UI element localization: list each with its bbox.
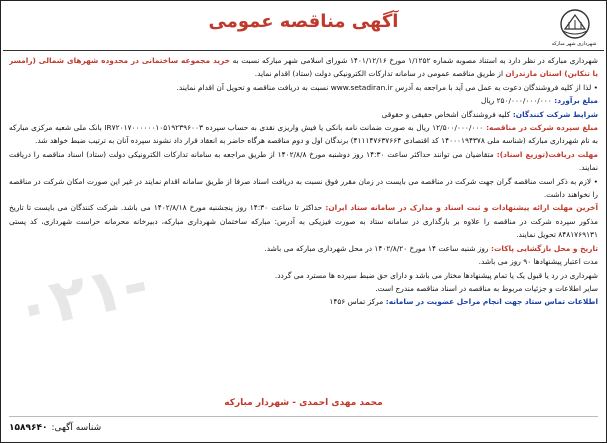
notice-heading-text: مبلغ سپرده شرکت در مناقصه: [483,123,598,133]
notice-heading-text: خرید مجموعه ساختمانی در محدوده شهرهای شمالی (رامسر یا تنکابن) استان مازندران [9,56,598,79]
notice-paragraph [9,255,598,268]
notice-heading-text: آخرین مهلت ارائه پیشنهادات و ثبت اسناد و مدارک در سامانه ستاد ایران: [322,203,598,213]
notice-heading-text: مبلغ برآورد: [551,96,598,106]
notice-paragraph [9,295,598,308]
notice-text: کلیه فروشندگان اشخاص حقیقی و حقوقی [381,109,511,119]
notice-text: سایر اطلاعات و جزئیات مربوط به مناقصه در اسناد مناقصه مندرج است. [375,283,598,293]
notice-body [9,54,598,406]
notice-text: شهرداری مبارکه در نظر دارد به استناد مصوبه شماره ۱/۱۲۵۲ مورخ ۱۴۰۱/۱۲/۱۶ شورای اسلامی شهر مبارکه نسبت به [229,56,598,65]
notice-footer [9,416,598,438]
notice-text: • لذا از کلیه فروشندگان دعوت به عمل می آید با مراجعه به آدرس www.setadiran.ir نسبت به دریافت مناقصه و تحویل آن اقدام نمایند. [176,82,598,92]
notice-paragraph [9,242,598,255]
notice-paragraph [9,269,598,282]
notice-text: حداکثر تا ساعت ۱۴:۳۰ روز پنجشنبه مورخ ۱۴۰۲/۸/۱۸ می باشد. شرکت کنندگان می بایست تا تاریخ مذکور سپرده شرکت در مناقصه را علاوه بر بارگذاری در سامانه ستاد به صورت فیزیکی به آدرس: مبارکه ساختمان شهرداری مبارکه، دبیرخانه محرمانه حراست شهرداری، کد پستی ۸۴۸۱۷۶۹۱۳۱ تحویل نمایند. [9,203,598,240]
notice-heading-text: مهلت دریافت(توزیع اسناد): [493,149,598,159]
notice-id: ۱۵۸۹۶۴۰ [9,422,48,433]
notice-text: شهرداری در رد یا قبول یک یا تمام پیشنهادها مختار می باشد و دارای حق ضبط سپرده ها مسترد می گردد. [274,270,598,280]
notice-paragraph [9,54,598,81]
notice-header [3,3,604,51]
notice-text: متقاضیان می توانند حداکثر ساعت ۱۴:۳۰ روز دوشنبه مورخ ۱۴۰۲/۸/۸ از طریق مراجعه به سامانه تدارکات الکترونیکی دولت (ستاد) اسناد مناقصه را دریافت نمایند. [9,149,598,173]
notice-paragraph [9,148,598,175]
notice-paragraph [9,282,598,295]
notice-text: مرکز تماس ۱۴۵۶ [329,297,384,307]
notice-paragraph [9,94,598,107]
notice-text: مدت اعتبار پیشنهادها ۹۰ روز می باشد. [478,257,598,267]
notice-title: آگهی مناقصه عمومی [208,11,399,32]
notice-text: ۲۵۰/۰۰۰/۰۰۰/۰۰۰ ریال [480,96,552,106]
notice-heading-text: اطلاعات تماس ستاد جهت انجام مراحل عضویت در سامانه: [383,297,598,307]
notice-paragraph [9,201,598,241]
watermark-stamp: ۰۲۱- [7,248,155,346]
notice-text: • لازم به ذکر است مناقصه گران جهت شرکت در مناقصه می بایست در زمان مقرر فوق نسبت به دریافت اسناد صرفا از طریق سامانه اقدام نمایند در غیر این صورت امکان شرکت در مناقصه را نخواهند داشت. [9,176,598,200]
notice-text: روز شنبه ساعت ۱۴ مورخ ۱۴۰۲/۸/۲۰ در محل شهرداری مبارکه می باشد. [264,243,489,253]
notice-paragraph [9,121,598,148]
notice-paragraph [9,81,598,94]
footer-label: شناسه آگهی: [51,422,102,433]
notice-paragraph [9,108,598,121]
notice-heading-text: تاریخ و محل بازگشایی پاکات: [488,243,598,253]
logo-caption: شهرداری شهر مبارکه [551,41,597,47]
notice-text: ۱۲/۵۰۰/۰۰۰/۰۰۰ ریال به صورت ضمانت نامه بانکی یا فیش واریزی نقدی به حساب سپرده IR۷۲۰۱۷۰۰۰۰۰۰۱۰۵۱۹۲۳۹۶۰۰۳ بانک ملی شعبه مرکزی مبارکه به نام شهرداری مبارکه (شناسه ملی ۱۴۰۰۰۱۹۴۳۷۸ کد اقتصادی ۴۱۱۱۴۷۶۳۷۶۶۴) برندگان اول و دوم مناقصه هرگاه حاضر به انعقاد قرار داد نشوند سپرده آنان به ترتیب ضبط خواهد شد. [9,123,598,146]
notice-text: از طریق مناقصه عمومی در سامانه تدارکات الکترونیکی دولت (ستاد) اقدام نماید. [254,69,506,79]
notice-paragraph [9,175,598,202]
signature: محمد مهدی احمدی - شهردار مبارکه [224,398,383,408]
notice-heading-text: شرایط شرکت کنندگان: [510,109,598,119]
